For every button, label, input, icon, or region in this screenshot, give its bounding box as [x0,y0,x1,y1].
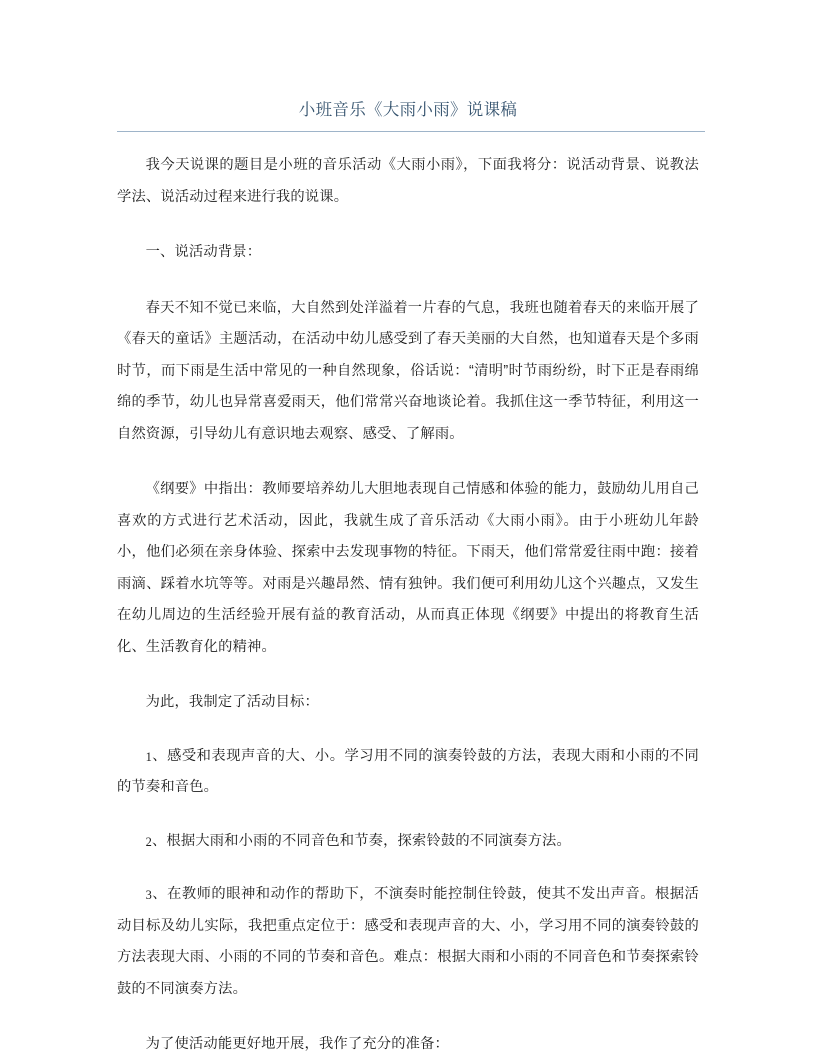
goal-2-number: 2 [145,834,152,849]
paragraph-preparation-lead: 为了使活动能更好地开展，我作了充分的准备： [145,1036,449,1052]
list-item-goal-1 [117,741,699,804]
paragraph-background-1: 春天不知不觉已来临，大自然到处洋溢着一片春的气息，我班也随着春天的来临开展了《春天的童话》主题活动，在活动中幼儿感受到了春天美丽的大自然，也知道春天是个多雨时节，而下雨是生活中常见的一种自然现象，俗话说：“清明”时节雨纷纷，时下正是春雨绵绵的季节，幼儿也异常喜爱雨天，他们常常兴奋地谈论着。我抓住这一季节特征，利用这一自然资源，引导幼儿有意识地去观察、感受、了解雨。 [117,299,699,442]
list-item-goal-2 [117,826,699,858]
paragraph-intro: 我今天说课的题目是小班的音乐活动《大雨小雨》，下面我将分：说活动背景、说教法学法、说活动过程来进行我的说课。 [117,157,699,205]
goal-1-text: 、感受和表现声音的大、小。学习用不同的演奏铃鼓的方法，表现大雨和小雨的不同的节奏和音色。 [117,747,699,795]
goal-3-number: 3 [145,888,152,902]
goal-3-text: 、在教师的眼神和动作的帮助下，不演奏时能控制住铃鼓，使其不发出声音。根据活动目标及幼儿实际，我把重点定位于：感受和表现声音的大、小，学习用不同的演奏铃鼓的方法表现大雨、小雨的不同的节奏和音色。难点：根据大雨和小雨的不同音色和节奏探索铃鼓的不同演奏方法。 [117,886,699,997]
title-divider [117,131,705,132]
list-item-goal-3 [117,879,699,1005]
paragraph-goals-lead: 为此，我制定了活动目标： [145,694,319,710]
section-heading-one: 一、说活动背景： [145,244,262,260]
page-title: 小班音乐《大雨小雨》说课稿 [298,101,518,119]
paragraph-background-2: 《纲要》中指出：教师要培养幼儿大胆地表现自己情感和体验的能力，鼓励幼儿用自己喜欢的方式进行艺术活动，因此，我就生成了音乐活动《大雨小雨》。由于小班幼儿年龄小，他们必须在亲身体验、探索中去发现事物的特征。下雨天，他们常常爱往雨中跑：接着雨滴、踩着水坑等等。对雨是兴趣昂然、情有独钟。我们便可利用幼儿这个兴趣点，又发生在幼儿周边的生活经验开展有益的教育活动，从而真正体现《纲要》中提出的将教育生活化、生活教育化的精神。 [117,481,699,655]
document-body [117,150,699,1061]
goal-1-number: 1 [145,749,152,764]
goal-2-text: 、根据大雨和小雨的不同音色和节奏，探索铃鼓的不同演奏方法。 [151,832,571,849]
